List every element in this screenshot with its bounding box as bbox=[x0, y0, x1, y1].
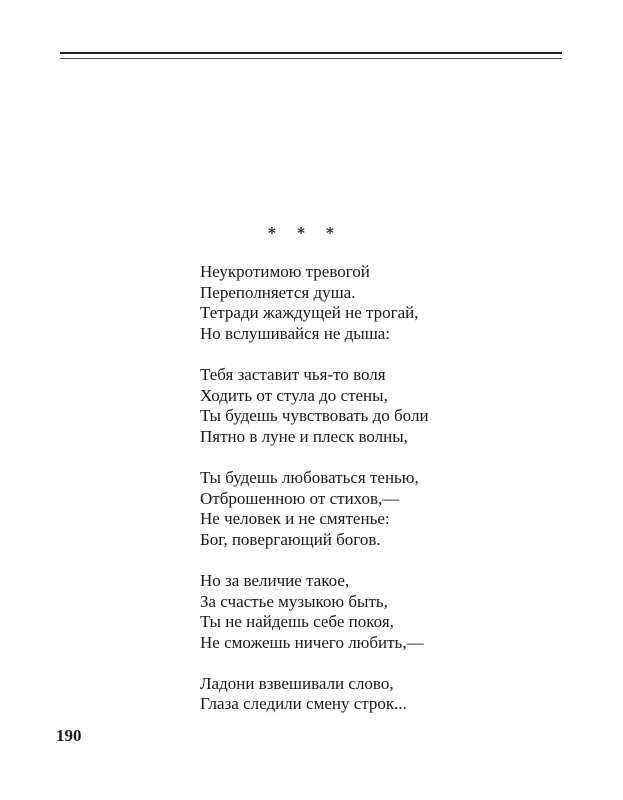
poem-line: Ты будешь чувствовать до боли bbox=[200, 406, 429, 426]
stanza-5 bbox=[200, 674, 580, 715]
poem-line: Пятно в луне и плеск волны, bbox=[200, 426, 408, 446]
poem-line: Ты не найдешь себе покоя, bbox=[200, 612, 394, 632]
poem-line: Ты будешь любоваться тенью, bbox=[200, 467, 419, 487]
poem-line: Тетради жаждущей не трогай, bbox=[200, 303, 419, 323]
header-rule bbox=[60, 52, 562, 54]
poem bbox=[200, 262, 580, 736]
poem-line: Неукротимою тревогой bbox=[200, 262, 370, 281]
poem-line: За счастье музыкою быть, bbox=[200, 591, 388, 611]
poem-line: Тебя заставит чья-то воля bbox=[200, 364, 386, 384]
poem-line: Отброшенною от стихов,— bbox=[200, 488, 400, 508]
section-separator: * * * bbox=[268, 224, 342, 242]
stanza-4 bbox=[200, 571, 580, 653]
poem-line: Ладони взвешивали слово, bbox=[200, 673, 394, 693]
stanza-2 bbox=[200, 365, 580, 447]
poem-line: Не сможешь ничего любить,— bbox=[200, 632, 424, 652]
poem-line: Глаза следили смену строк... bbox=[200, 694, 407, 714]
stanza-3 bbox=[200, 468, 580, 550]
poem-line: Но за величие такое, bbox=[200, 570, 350, 590]
header-rule-thin bbox=[60, 58, 562, 59]
poem-line: Но вслушивайся не дыша: bbox=[200, 323, 391, 343]
poem-line: Бог, повергающий богов. bbox=[200, 529, 381, 549]
page-number: 190 bbox=[56, 726, 82, 745]
poem-line: Ходить от стула до стены, bbox=[200, 385, 388, 405]
poem-line: Не человек и не смятенье: bbox=[200, 509, 390, 529]
poem-line: Переполняется душа. bbox=[200, 282, 356, 302]
stanza-1 bbox=[200, 262, 580, 344]
